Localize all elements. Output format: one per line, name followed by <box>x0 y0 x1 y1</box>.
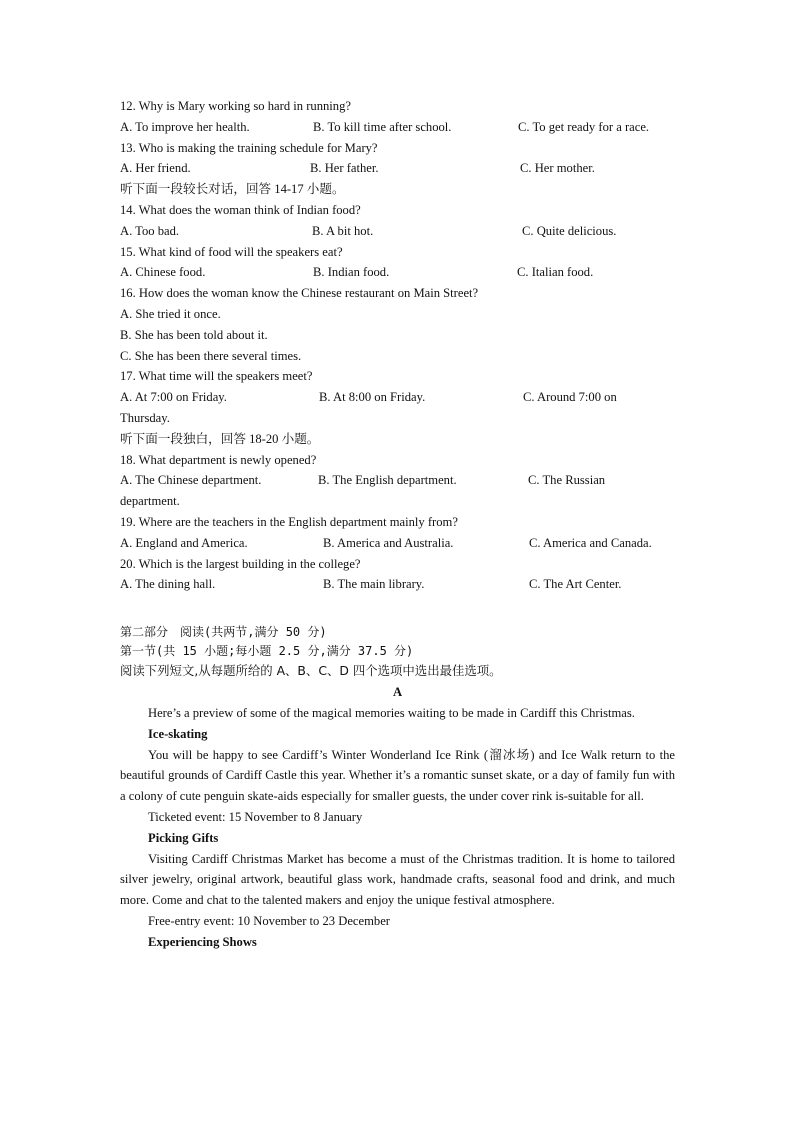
option-a: A. England and America. <box>120 535 248 550</box>
options-19 <box>120 533 675 554</box>
part-label: 第二部分 <box>120 625 169 640</box>
option-c: C. Her mother. <box>520 161 595 176</box>
option-a: A. Chinese food. <box>120 265 206 280</box>
instruction-14-17: 听下面一段较长对话，回答 14-17 小题。 <box>120 182 345 197</box>
option-b: B. She has been told about it. <box>120 327 268 342</box>
option-a: A. At 7:00 on Friday. <box>120 390 227 405</box>
question-19: 19. Where are the teachers in the English department mainly from? <box>120 514 458 529</box>
paragraph-ice-skating: You will be happy to see Cardiff’s Winter Wonderland Ice Rink (溜冰场) and Ice Walk return to the beautiful grounds of Cardiff Castle this year. Whether it’s a romantic sunset skate, or a day of family fun with a colony of cute penguin skate-aids especially for smaller guests, the under cover rink is-suitable for all. <box>120 747 675 804</box>
question-18: 18. What department is newly opened? <box>120 452 317 467</box>
option-b: B. A bit hot. <box>312 223 374 238</box>
option-c: C. The Russian <box>528 473 606 488</box>
option-a: A. To improve her health. <box>120 119 250 134</box>
passage-label: A <box>392 685 403 700</box>
option-a: A. Too bad. <box>120 223 180 238</box>
question-14: 14. What does the woman think of Indian food? <box>120 202 361 217</box>
paragraph-picking-gifts: Visiting Cardiff Christmas Market has become a must of the Christmas tradition. It is home to tailored silver jewelry, original artwork, beautiful glass work, handmade crafts, seasonal food and drink, and much more. Come and chat to the talented makers and enjoy the unique festival atmosphere. <box>120 851 675 908</box>
question-20: 20. Which is the largest building in the college? <box>120 556 361 571</box>
options-12 <box>120 117 675 138</box>
options-15 <box>120 262 675 283</box>
question-15: 15. What kind of food will the speakers eat? <box>120 244 343 259</box>
option-b: B. Her father. <box>310 161 379 176</box>
question-12: 12. Why is Mary working so hard in running? <box>120 99 351 113</box>
question-17: 17. What time will the speakers meet? <box>120 369 313 384</box>
section-one-header: 第一节(共 15 小题;每小题 2.5 分,满分 37.5 分) <box>120 643 414 658</box>
option-c-continued: Thursday. <box>120 410 170 425</box>
passage-intro: Here’s a preview of some of the magical memories waiting to be made in Cardiff this Christmas. <box>148 705 635 720</box>
heading-ice-skating: Ice-skating <box>148 726 208 741</box>
option-c: C. Around 7:00 on <box>523 390 617 405</box>
part-two-header <box>120 623 675 642</box>
option-a: A. The Chinese department. <box>120 473 262 488</box>
options-20 <box>120 574 675 595</box>
options-18 <box>120 470 675 491</box>
event-dates-ice-skating: Ticketed event: 15 November to 8 January <box>148 809 363 824</box>
option-c: C. America and Canada. <box>529 535 652 550</box>
option-b: B. America and Australia. <box>323 535 454 550</box>
part-title: 阅读(共两节,满分 50 分) <box>180 625 327 640</box>
question-16: 16. How does the woman know the Chinese restaurant on Main Street? <box>120 286 479 301</box>
option-c: C. She has been there several times. <box>120 348 302 363</box>
option-c: C. Italian food. <box>517 265 594 280</box>
options-14 <box>120 221 675 242</box>
reading-instruction: 阅读下列短文,从每题所给的 A、B、C、D 四个选项中选出最佳选项。 <box>120 663 502 679</box>
option-a: A. Her friend. <box>120 161 191 176</box>
option-b: B. To kill time after school. <box>313 119 452 134</box>
option-c: C. Quite delicious. <box>522 223 617 238</box>
option-b: B. Indian food. <box>313 265 390 280</box>
option-b: B. The main library. <box>323 577 425 592</box>
option-b: B. The English department. <box>318 473 457 488</box>
option-b: B. At 8:00 on Friday. <box>319 390 426 405</box>
spacer <box>120 595 675 623</box>
heading-picking-gifts: Picking Gifts <box>148 830 219 845</box>
event-dates-picking-gifts: Free-entry event: 10 November to 23 December <box>148 913 390 928</box>
heading-experiencing-shows: Experiencing Shows <box>148 934 257 949</box>
question-13: 13. Who is making the training schedule for Mary? <box>120 140 378 155</box>
option-c: C. To get ready for a race. <box>518 119 650 134</box>
option-c-continued: department. <box>120 494 180 509</box>
option-c: C. The Art Center. <box>529 577 622 592</box>
options-17 <box>120 387 675 408</box>
option-a: A. The dining hall. <box>120 577 216 592</box>
exam-page <box>120 96 675 952</box>
instruction-18-20: 听下面一段独白，回答 18-20 小题。 <box>120 431 320 446</box>
option-a: A. She tried it once. <box>120 306 221 321</box>
options-13 <box>120 158 675 179</box>
